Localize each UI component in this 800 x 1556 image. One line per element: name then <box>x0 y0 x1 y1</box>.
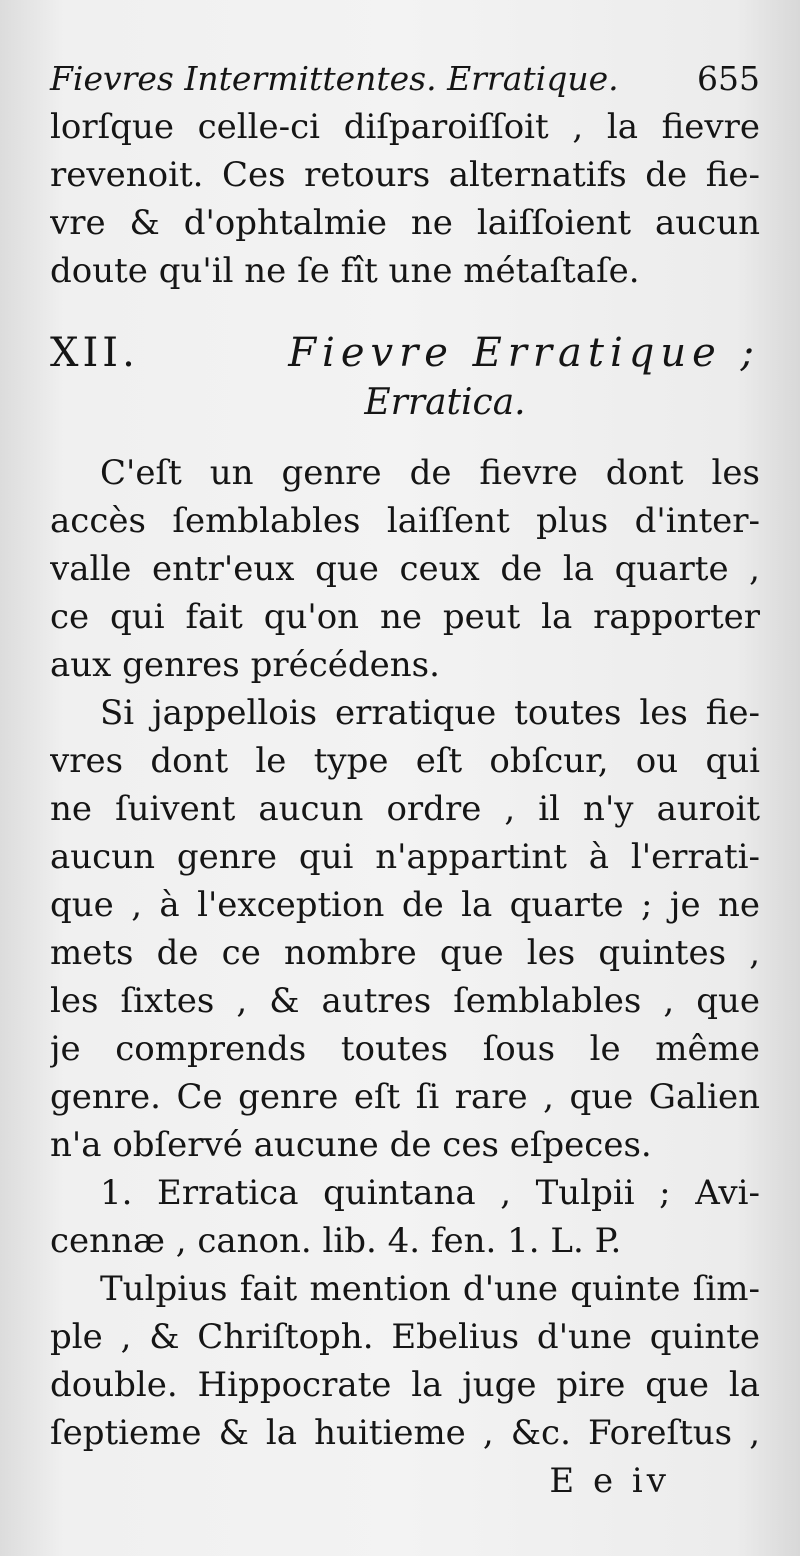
page-content <box>50 55 760 1505</box>
text-line: valle entr'eux que ceux de la quarte , <box>50 549 760 589</box>
text-line: aux genres précédens. <box>50 645 440 685</box>
text-line: ce qui fait qu'on ne peut la rapporter <box>50 597 760 637</box>
text-line: genre. Ce genre eſt ſi rare , que Galien <box>50 1077 760 1117</box>
text-line: ple , & Chriſtoph. Ebelius d'une quinte <box>50 1317 760 1357</box>
paragraph-authorities <box>50 1265 760 1457</box>
text-line: je comprends toutes ſous le même <box>50 1029 760 1069</box>
text-line: ſeptieme & la huitieme , &c. Foreſtus , <box>50 1413 760 1453</box>
page-number: 655 <box>697 59 760 98</box>
text-line: accès ſemblables laiſſent plus d'inter- <box>50 501 760 541</box>
section-title: Fievre Erratique ; <box>288 330 760 376</box>
text-line: vre & d'ophtalmie ne laiſſoient aucun <box>50 203 760 243</box>
species-line: 1. Erratica quintana , Tulpii ; Avi- <box>100 1173 760 1213</box>
text-line: doute qu'il ne ſe fît une métaſtaſe. <box>50 251 640 291</box>
text-line: aucun genre qui n'appartint à l'errati- <box>50 837 760 877</box>
text-line: Si jappellois erratique toutes les fie- <box>100 693 760 733</box>
text-line: mets de ce nombre que les quintes , <box>50 933 760 973</box>
text-line: lorſque celle-ci diſparoiſſoit , la fievre <box>50 107 760 147</box>
signature-mark: E e iv <box>549 1461 670 1501</box>
text-line: Tulpius fait mention d'une quinte ſim- <box>100 1269 760 1309</box>
section-heading <box>50 327 760 379</box>
text-line: n'a obſervé aucune de ces eſpeces. <box>50 1125 652 1165</box>
running-head-title: Fievres Intermittentes. Erratique. <box>50 59 619 98</box>
species-entry <box>50 1169 760 1265</box>
paragraph-classification <box>50 689 760 1169</box>
text-line: ne ſuivent aucun ordre , il n'y auroit <box>50 789 760 829</box>
text-line: que , à l'exception de la quarte ; je ne <box>50 885 760 925</box>
section-number: XII. <box>50 330 139 376</box>
section-latin-name: Erratica. <box>364 382 526 423</box>
text-line: vres dont le type eſt obſcur, ou qui <box>50 741 760 781</box>
text-line: les ſixtes , & autres ſemblables , que <box>50 981 760 1021</box>
species-line: cennæ , canon. lib. 4. fen. 1. L. P. <box>50 1221 622 1261</box>
opening-paragraph <box>50 103 760 295</box>
text-line: double. Hippocrate la juge pire que la <box>50 1365 760 1405</box>
text-line: revenoit. Ces retours alternatifs de fie- <box>50 155 760 195</box>
paragraph-definition <box>50 449 760 689</box>
text-line: C'eſt un genre de fievre dont les <box>100 453 760 493</box>
running-head <box>50 55 760 103</box>
